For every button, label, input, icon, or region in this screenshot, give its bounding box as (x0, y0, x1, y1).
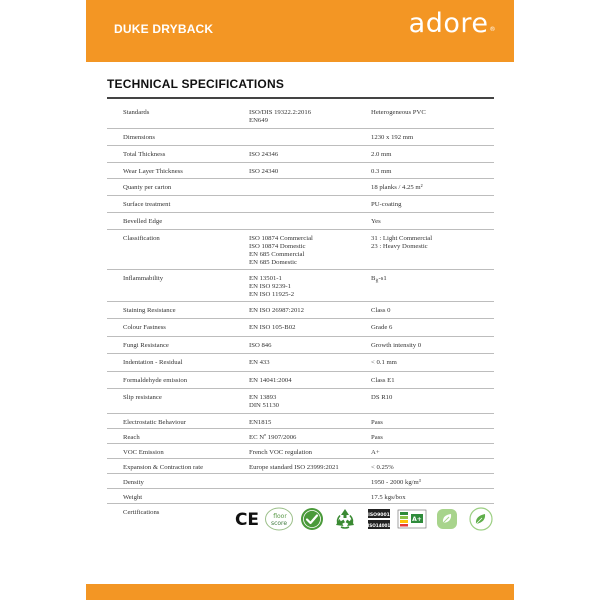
row-label: Staining Resistance (123, 307, 176, 314)
row-norm: Europe standard ISO 23999:2021 (249, 464, 339, 471)
row-label: Dimensions (123, 134, 155, 141)
row-norm: ISO 10874 Commercial ISO 10874 Domestic EN 685 Commercial EN 685 Domestic (249, 235, 313, 266)
row-label: Surface treatment (123, 201, 171, 208)
table-row (107, 196, 494, 213)
ce-mark-label: CE (234, 510, 260, 530)
row-norm: French VOC regulation (249, 449, 313, 456)
row-value: $B_{fl}-s1$ (371, 275, 387, 285)
product-name: DUKE DRYBACK (114, 22, 214, 36)
row-value: 1950 - 2000 kg/m³ (371, 479, 421, 486)
row-label: Inflammability (123, 275, 164, 282)
table-row (107, 213, 494, 230)
table-row (107, 429, 494, 444)
row-label: Density (123, 479, 144, 486)
row-norm: ISO/DIS 19322.2:2016 EN649 (249, 109, 312, 124)
green-leaf-badge-icon (434, 506, 460, 532)
floorscore-label-bottom: score (270, 520, 288, 527)
certification-logos (233, 506, 496, 532)
row-label: Colour Fastness (123, 324, 166, 331)
row-label: Reach (123, 434, 140, 441)
table-row (107, 104, 494, 129)
section-title: TECHNICAL SPECIFICATIONS (107, 77, 285, 91)
voc-grade-label: A+ (412, 516, 422, 523)
row-norm: ISO 24340 (249, 168, 279, 175)
table-row (107, 354, 494, 372)
row-label: Certifications (123, 509, 160, 516)
row-label: Indentation - Residual (123, 359, 183, 366)
row-norm: ISO 846 (249, 342, 272, 349)
row-value: 2.0 mm (371, 151, 392, 158)
row-label: Bevelled Edge (123, 218, 163, 225)
table-row (107, 179, 494, 196)
table-row (107, 444, 494, 459)
row-value: PU-coating (371, 201, 402, 208)
table-row (107, 230, 494, 270)
table-row (107, 459, 494, 474)
row-value: 17.5 kgs/box (371, 494, 406, 501)
title-divider (107, 97, 494, 99)
table-row (107, 504, 494, 536)
table-row (107, 129, 494, 146)
footer-bar (86, 584, 514, 600)
row-norm: EN 13893 DIN 51130 (249, 394, 280, 409)
table-row (107, 146, 494, 163)
table-row (107, 302, 494, 319)
row-value: 18 planks / 4.25 m² (371, 184, 423, 191)
table-row (107, 270, 494, 302)
row-value: Heterogeneous PVC (371, 109, 426, 116)
ce-mark-icon (233, 506, 261, 532)
recycle-icon (332, 506, 358, 532)
row-label: Total Thickness (123, 151, 166, 158)
row-value: < 0.1 mm (371, 359, 397, 366)
row-value: Class E1 (371, 377, 395, 384)
table-row (107, 489, 494, 504)
spec-sheet-page (86, 0, 514, 600)
iso-certification-icon (366, 506, 392, 532)
row-value: Yes (371, 218, 381, 225)
spec-table (107, 104, 494, 536)
table-row (107, 389, 494, 414)
row-norm: EC Nº 1907/2006 (249, 434, 297, 441)
row-value: Pass (371, 419, 383, 426)
row-value: 31 : Light Commercial 23 : Heavy Domestic (371, 235, 433, 250)
row-label: Wear Layer Thickness (123, 168, 183, 175)
table-row (107, 474, 494, 489)
header-bar (86, 0, 514, 62)
row-value: Pass (371, 434, 383, 441)
row-norm: EN ISO 26987:2012 (249, 307, 304, 314)
row-label: Electrostatic Behaviour (123, 419, 186, 426)
row-norm: EN 13501-1 EN ISO 9239-1 EN ISO 11925-2 (249, 275, 295, 298)
row-label: Quanty per carton (123, 184, 172, 191)
row-norm: EN1815 (249, 419, 272, 426)
green-check-badge-icon (299, 506, 325, 532)
row-value: Class 0 (371, 307, 391, 314)
voc-air-quality-label-icon (397, 506, 427, 532)
table-row (107, 319, 494, 337)
table-row (107, 372, 494, 389)
table-row (107, 163, 494, 179)
table-row (107, 337, 494, 354)
row-value: DS R10 (371, 394, 393, 401)
row-value: < 0.25% (371, 464, 394, 471)
row-norm: EN ISO 105-B02 (249, 324, 296, 331)
iso-14001-label: ISO14001 (367, 523, 391, 528)
row-label: Expansion & Contraction rate (123, 464, 204, 471)
table-row (107, 414, 494, 429)
row-label: VOC Emission (123, 449, 164, 456)
row-value: Growth intensity 0 (371, 342, 422, 349)
floorscore-icon (264, 506, 294, 532)
row-label: Formaldehyde emission (123, 377, 188, 384)
floorscore-label-top: floor (273, 513, 287, 520)
row-value: 1230 x 192 mm (371, 134, 414, 141)
row-label: Weight (123, 494, 143, 501)
row-value: Grade 6 (371, 324, 393, 331)
row-norm: ISO 24346 (249, 151, 279, 158)
registered-mark: ® (489, 26, 496, 33)
row-value: A+ (371, 449, 380, 456)
row-label: Slip resistance (123, 394, 162, 401)
row-value: 0.3 mm (371, 168, 392, 175)
row-norm: EN 433 (249, 359, 270, 366)
brand-name: adore (408, 8, 489, 39)
iso-9001-label: ISO9001 (368, 513, 390, 518)
brand-logo (409, 8, 496, 39)
row-label: Fungi Resistance (123, 342, 169, 349)
row-norm: EN 14041:2004 (249, 377, 292, 384)
eco-leaf-circle-icon (468, 506, 494, 532)
row-label: Classification (123, 235, 160, 242)
row-label: Standards (123, 109, 150, 116)
